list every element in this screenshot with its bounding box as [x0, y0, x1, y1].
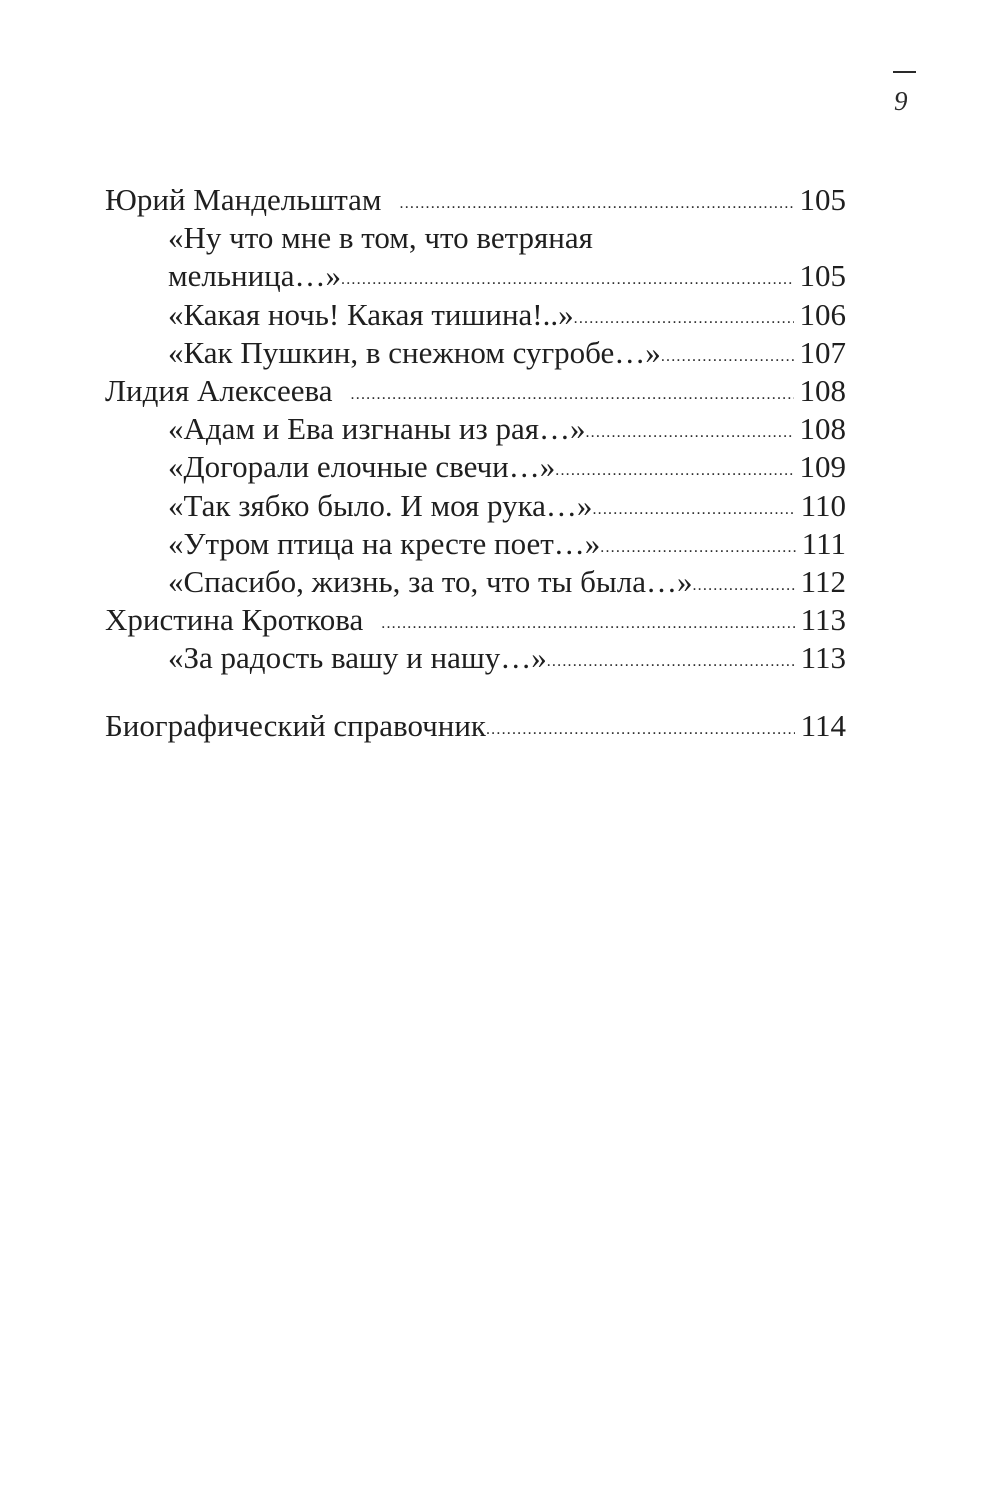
toc-leader-dots — [486, 707, 795, 751]
toc-entry-title: «Утром птица на кресте поет…» — [168, 525, 601, 561]
toc-entry-title: «Какая ночь! Какая тишина!..» — [168, 296, 574, 332]
toc-entry-page: 113 — [800, 640, 846, 676]
toc-entry-title: «Догорали елочные свечи…» — [168, 449, 556, 485]
toc-entry-page: 108 — [799, 372, 846, 408]
toc-entry-page: 105 — [799, 258, 846, 294]
toc-entry-page: 105 — [799, 182, 846, 217]
toc-entry-page: 114 — [800, 708, 846, 744]
toc-entry-title: Лидия Алексеева — [105, 372, 333, 408]
toc-entry-page: 111 — [801, 525, 846, 561]
toc-appendix-entry — [105, 707, 846, 745]
toc-entry-page: 107 — [799, 334, 846, 370]
toc-poem-entry — [105, 448, 846, 486]
toc-leader-dots — [547, 639, 795, 683]
toc-poem-entry — [105, 639, 846, 677]
toc-author-entry — [105, 601, 846, 639]
toc-poem-entry — [105, 525, 846, 563]
toc-author-entry — [105, 181, 846, 219]
toc-author-entry — [105, 372, 846, 410]
toc-entry-title: «Так зябко было. И моя рука…» — [168, 487, 593, 523]
toc-entry-title: Биографический справочник — [105, 708, 486, 744]
toc-entry-title: «За радость вашу и нашу…» — [168, 640, 547, 676]
toc-poem-entry — [105, 334, 846, 372]
toc-poem-entry — [105, 563, 846, 601]
page-number: 9 — [894, 86, 908, 116]
toc-entry-title: «Как Пушкин, в снежном сугробе…» — [168, 334, 661, 370]
toc-poem-entry — [105, 296, 846, 334]
toc-poem-entry-line2 — [105, 257, 846, 295]
page-number-rule — [893, 71, 916, 73]
toc-entry-page: 113 — [800, 602, 846, 638]
toc-entry-title: «Спасибо, жизнь, за то, что ты была…» — [168, 563, 693, 599]
toc-entry-page: 106 — [799, 296, 846, 332]
toc-entry-title: «Ну что мне в том, что ветряная — [168, 220, 593, 256]
toc-entry-title-continuation: мельница…» — [168, 258, 342, 294]
toc-entry-title: «Адам и Ева изгнаны из рая…» — [168, 411, 586, 447]
toc-entry-page: 112 — [800, 563, 846, 599]
toc-poem-entry — [105, 487, 846, 525]
toc-entry-page: 108 — [799, 411, 846, 447]
table-of-contents — [105, 181, 846, 746]
toc-entry-page: 109 — [799, 449, 846, 485]
toc-entry-page: 110 — [800, 487, 846, 523]
toc-entry-title: Юрий Мандельштам — [105, 182, 382, 217]
toc-poem-entry — [105, 410, 846, 448]
toc-entry-title: Христина Кроткова — [105, 602, 364, 638]
